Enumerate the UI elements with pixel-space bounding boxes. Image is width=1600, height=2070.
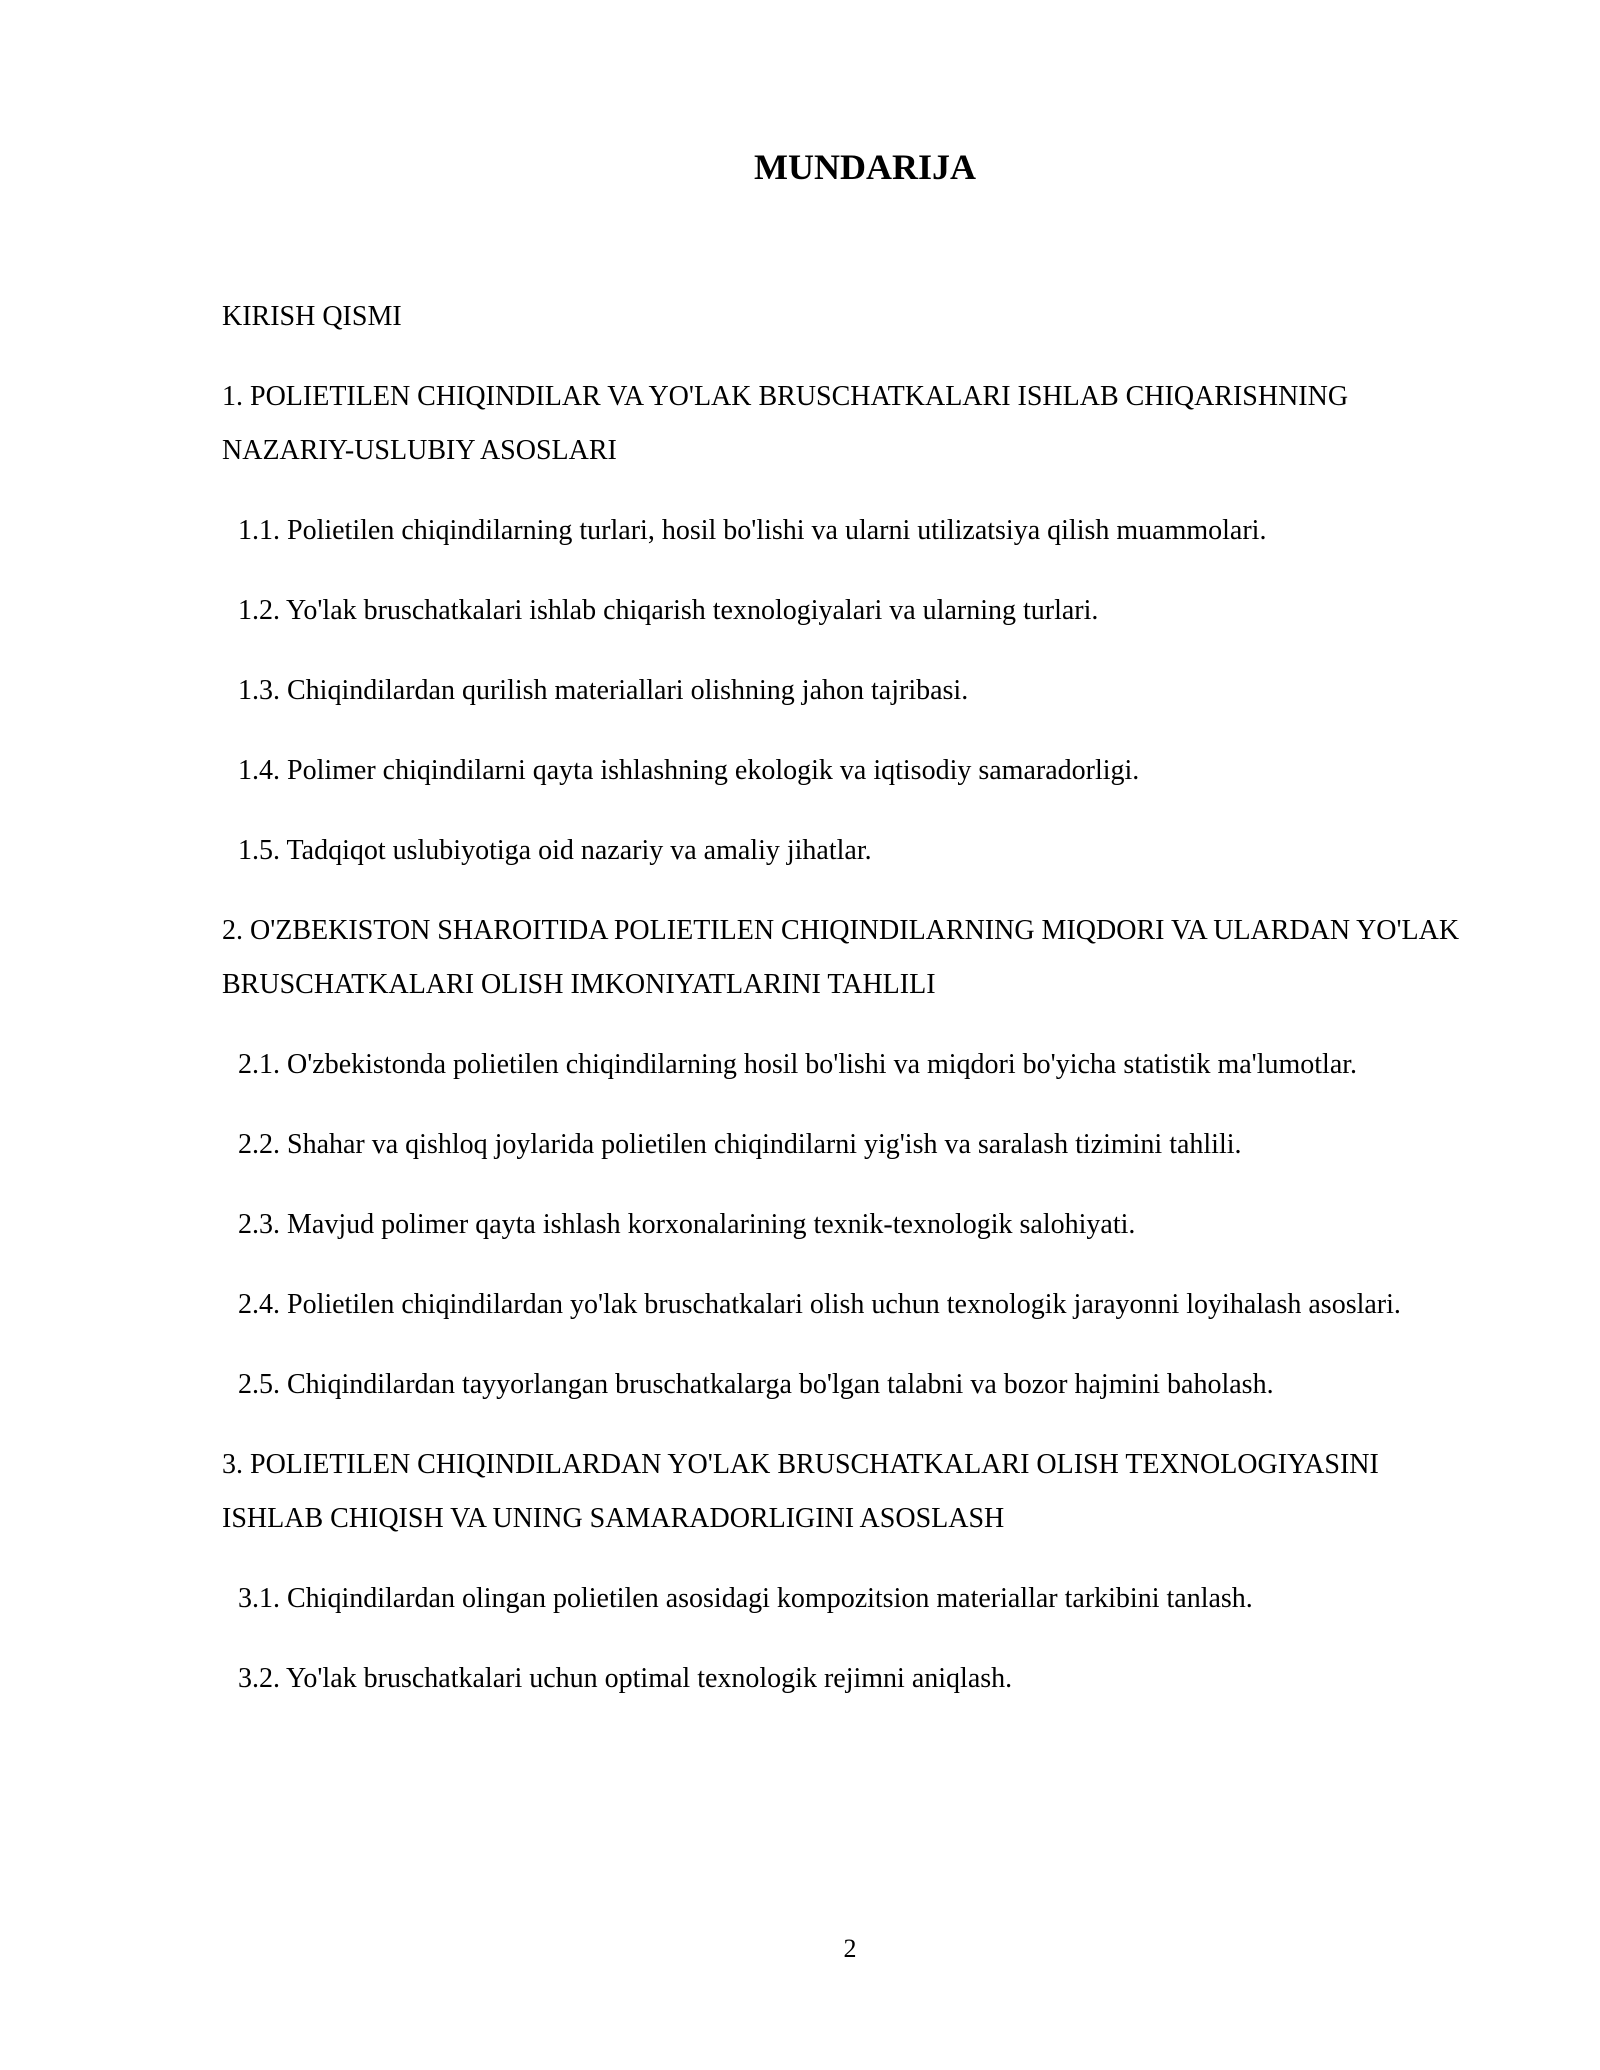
toc-entry-section-1-1: 1.1. Polietilen chiqindilarning turlari, hosil bo'lishi va ularni utilizatsiya qilish muammolari. — [238, 515, 1267, 546]
toc-entry-section-2-3: 2.3. Mavjud polimer qayta ishlash korxonalarining texnik-texnologik salohiyati. — [238, 1209, 1136, 1240]
table-of-contents — [222, 290, 1467, 1732]
toc-entry-chapter-1: 1. POLIETILEN CHIQINDILAR VA YO'LAK BRUSCHATKALARI ISHLAB CHIQARISHNING NAZARIY-USLUBIY ASOSLARI — [222, 381, 1356, 466]
toc-entry-section-2-4: 2.4. Polietilen chiqindilardan yo'lak bruschatkalari olish uchun texnologik jarayonni loyihalash asoslari. — [238, 1289, 1401, 1320]
page-title: MUNDARIJA — [754, 147, 976, 187]
toc-entry-section-1-2: 1.2. Yo'lak bruschatkalari ishlab chiqarish texnologiyalari va ularning turlari. — [238, 595, 1099, 626]
toc-entry-introduction: KIRISH QISMI — [222, 301, 402, 332]
toc-entry-section-1-4: 1.4. Polimer chiqindilarni qayta ishlashning ekologik va iqtisodiy samaradorligi. — [238, 755, 1140, 786]
toc-entry-section-3-1: 3.1. Chiqindilardan olingan polietilen asosidagi kompozitsion materiallar tarkibini tanlash. — [238, 1583, 1253, 1614]
toc-entry-section-1-5: 1.5. Tadqiqot uslubiyotiga oid nazariy va amaliy jihatlar. — [238, 835, 872, 866]
toc-entry-chapter-3: 3. POLIETILEN CHIQINDILARDAN YO'LAK BRUSCHATKALARI OLISH TEXNOLOGIYASINI ISHLAB CHIQISH VA UNING SAMARADORLIGINI ASOSLASH — [222, 1449, 1386, 1534]
toc-entry-section-2-5: 2.5. Chiqindilardan tayyorlangan bruschatkalarga bo'lgan talabni va bozor hajmini baholash. — [238, 1369, 1274, 1400]
toc-entry-section-1-3: 1.3. Chiqindilardan qurilish materiallari olishning jahon tajribasi. — [238, 675, 969, 706]
toc-entry-chapter-2: 2. O'ZBEKISTON SHAROITIDA POLIETILEN CHIQINDILARNING MIQDORI VA ULARDAN YO'LAK BRUSCHATKALARI OLISH IMKONIYATLARINI TAHLILI — [222, 915, 1467, 1000]
toc-entry-section-2-1: 2.1. O'zbekistonda polietilen chiqindilarning hosil bo'lishi va miqdori bo'yicha statistik ma'lumotlar. — [238, 1049, 1358, 1080]
page-number: 2 — [843, 1934, 857, 1963]
toc-entry-section-2-2: 2.2. Shahar va qishloq joylarida polietilen chiqindilarni yig'ish va saralash tizimini tahlili. — [238, 1129, 1242, 1160]
toc-entry-section-3-2: 3.2. Yo'lak bruschatkalari uchun optimal texnologik rejimni aniqlash. — [238, 1663, 1013, 1694]
